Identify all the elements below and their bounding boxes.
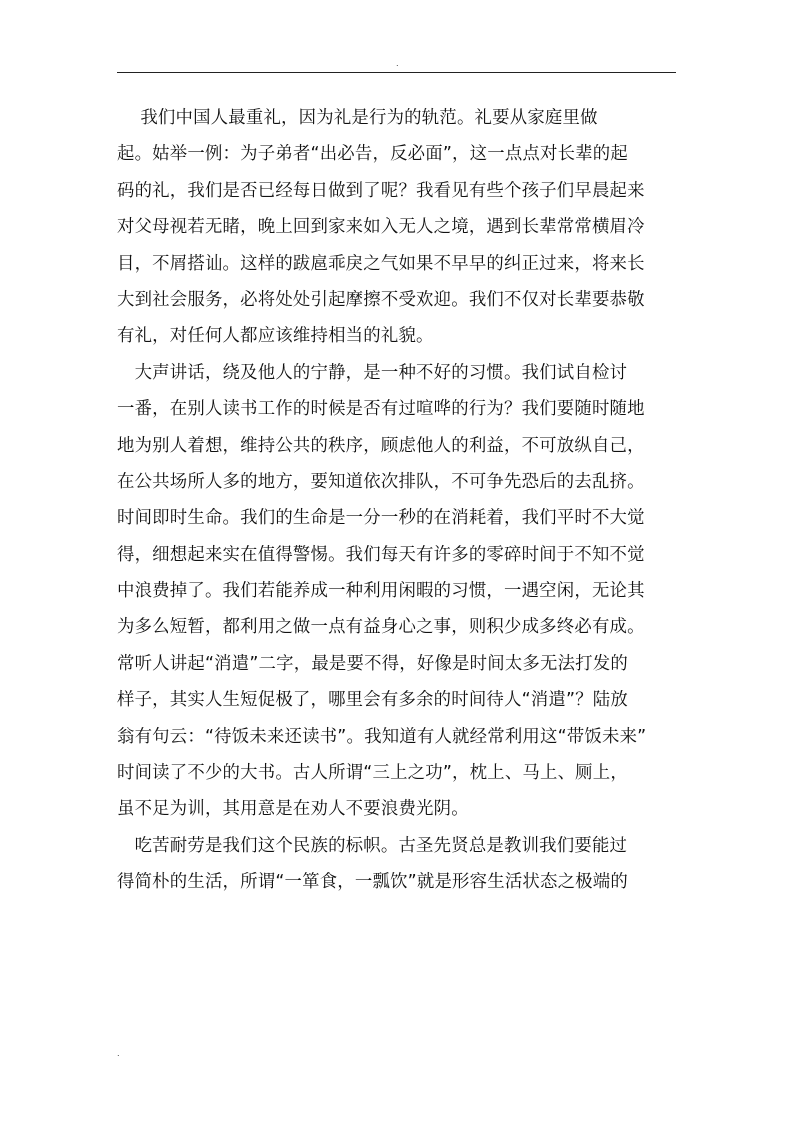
text-line: 得简朴的生活，所谓“一箪食，一瓢饮”就是形容生活状态之极端的 xyxy=(117,872,628,893)
text-line: 中浪费掉了。我们若能养成一种利用闲暇的习惯，一遇空闲，无论其 xyxy=(117,581,645,602)
text-line: 翁有句云：“待饭未来还读书”。我知道有人就经常利用这“带饭未来” xyxy=(117,726,647,747)
footer-mark: . xyxy=(117,1049,120,1058)
text-line: 得，细想起来实在值得警惕。我们每天有许多的零碎时间于不知不觉 xyxy=(117,544,645,565)
text-line: 有礼，对任何人都应该维持相当的礼貌。 xyxy=(117,326,434,347)
text-line: 大到社会服务，必将处处引起摩擦不受欢迎。我们不仅对长辈要恭敬 xyxy=(117,289,645,310)
text-line: 吃苦耐劳是我们这个民族的标帜。古圣先贤总是教训我们要能过 xyxy=(117,835,628,856)
text-line: 虽不足为训，其用意是在劝人不要浪费光阴。 xyxy=(117,799,469,820)
text-line: 在公共场所人多的地方，要知道依次排队，不可争先恐后的去乱挤。 xyxy=(117,471,645,492)
text-line: 地为别人着想，维持公共的秩序，顾虑他人的利益，不可放纵自己， xyxy=(117,435,645,456)
text-line: 时间即时生命。我们的生命是一分一秒的在消耗着，我们平时不大觉 xyxy=(117,508,645,529)
document-body xyxy=(117,100,677,901)
text-line: 一番，在别人读书工作的时候是否有过喧哗的行为？我们要随时随地 xyxy=(117,399,645,420)
text-line: 码的礼，我们是否已经每日做到了呢？我看见有些个孩子们早晨起来 xyxy=(117,180,645,201)
header-mark: . xyxy=(396,59,399,68)
text-line: 对父母视若无睹，晚上回到家来如入无人之境，遇到长辈常常横眉冷 xyxy=(117,217,645,238)
text-line: 为多么短暂，都利用之做一点有益身心之事，则积少成多终必有成。 xyxy=(117,617,645,638)
header-rule xyxy=(117,72,676,73)
text-line: 起。姑举一例：为子弟者“出必告，反必面”，这一点点对长辈的起 xyxy=(117,144,628,165)
text-line: 样子，其实人生短促极了，哪里会有多余的时间待人“消遣”？陆放 xyxy=(117,690,628,711)
text-line: 常听人讲起“消遣”二字，最是要不得，好像是时间太多无法打发的 xyxy=(117,653,628,674)
text-line: 大声讲话，绕及他人的宁静，是一种不好的习惯。我们试自检讨 xyxy=(117,362,628,383)
text-line: 我们中国人最重礼，因为礼是行为的轨范。礼要从家庭里做 xyxy=(117,108,598,128)
text-line: 时间读了不少的大书。古人所谓“三上之功”，枕上、马上、厕上， xyxy=(117,763,628,784)
text-line: 目，不屑搭讪。这样的跋扈乖戾之气如果不早早的纠正过来，将来长 xyxy=(117,253,645,274)
